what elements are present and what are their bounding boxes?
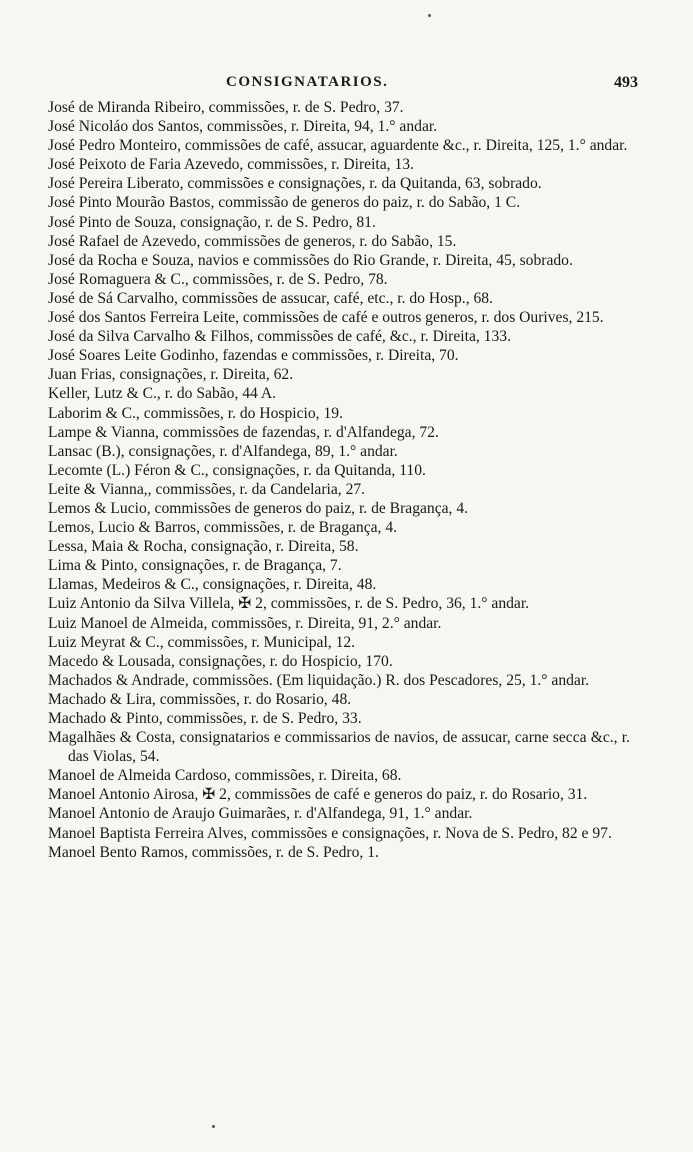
directory-entries [48,98,630,862]
directory-entry: José Peixoto de Faria Azevedo, commissões, r. Direita, 13. [48,156,414,174]
directory-entry: José dos Santos Ferreira Leite, commissões de café e outros generos, r. dos Ourives, 215. [48,309,604,327]
directory-entry: Manoel de Almeida Cardoso, commissões, r. Direita, 68. [48,767,402,785]
directory-entry: Lampe & Vianna, commissões de fazendas, r. d'Alfandega, 72. [48,423,439,441]
directory-entry: Lima & Pinto, consignações, r. de Bragança, 7. [48,557,342,575]
directory-entry: Lemos, Lucio & Barros, commissões, r. de Bragança, 4. [48,519,398,537]
directory-entry: Machado & Lira, commissões, r. do Rosario, 48. [48,690,352,708]
directory-entry: Lemos & Lucio, commissões de generos do paiz, r. de Bragança, 4. [48,499,469,517]
directory-entry: Machado & Pinto, commissões, r. de S. Pedro, 33. [48,710,362,727]
directory-entry: José de Sá Carvalho, commissões de assucar, café, etc., r. do Hosp., 68. [48,289,493,307]
directory-entry: Luiz Manoel de Almeida, commissões, r. Direita, 91, 2.° andar. [48,614,442,632]
directory-entry: José da Rocha e Souza, navios e commissões do Rio Grande, r. Direita, 45, sobrado. [48,251,573,269]
page-number: 493 [614,74,638,91]
directory-entry: Macedo & Lousada, consignações, r. do Hospicio, 170. [48,652,393,670]
directory-entry: Leite & Vianna,, commissões, r. da Candelaria, 27. [48,480,366,498]
directory-entry: Manoel Bento Ramos, commissões, r. de S. Pedro, 1. [48,843,379,861]
directory-entry: Lecomte (L.) Féron & C., consignações, r. da Quitanda, 110. [48,461,426,479]
print-speck [428,14,431,17]
directory-entry: Juan Frias, consignações, r. Direita, 62. [48,366,294,384]
directory-entry: Luiz Meyrat & C., commissões, r. Municipal, 12. [48,633,356,651]
directory-entry: José Soares Leite Godinho, fazendas e commissões, r. Direita, 70. [48,347,459,365]
directory-entry: Manoel Antonio Airosa, ✠ 2, commissões de café e generos do paiz, r. do Rosario, 31. [48,786,588,804]
directory-entry: Luiz Antonio da Silva Villela, ✠ 2, commissões, r. de S. Pedro, 36, 1.° andar. [48,595,530,613]
directory-entry: Magalhães & Costa, consignatarios e commissarios de navios, de assucar, carne secca &c., r. das Violas, 54. [48,729,630,766]
directory-entry: José da Silva Carvalho & Filhos, commissões de café, &c., r. Direita, 133. [48,328,511,346]
directory-entry: José Pedro Monteiro, commissões de café, assucar, aguardente &c., r. Direita, 125, 1.° andar. [48,137,628,155]
print-speck [212,1125,215,1128]
directory-entry: José Pinto Mourão Bastos, commissão de generos do paiz, r. do Sabão, 1 C. [48,194,521,212]
directory-entry: Manoel Baptista Ferreira Alves, commissões e consignações, r. Nova de S. Pedro, 82 e 97. [48,824,612,842]
directory-entry: José Rafael de Azevedo, commissões de generos, r. do Sabão, 15. [48,232,457,250]
directory-entry: José Pinto de Souza, consignação, r. de S. Pedro, 81. [48,213,376,231]
directory-entry: José Romaguera & C., commissões, r. de S. Pedro, 78. [48,270,388,288]
page-header [0,74,693,98]
directory-entry: José Pereira Liberato, commissões e consignações, r. da Quitanda, 63, sobrado. [48,175,542,193]
directory-entry: José de Miranda Ribeiro, commissões, r. de S. Pedro, 37. [48,99,404,116]
directory-entry: Keller, Lutz & C., r. do Sabão, 44 A. [48,385,277,403]
running-title: CONSIGNATARIOS. [226,74,389,90]
directory-entry: Lessa, Maia & Rocha, consignação, r. Direita, 58. [48,538,359,556]
directory-entry: Manoel Antonio de Araujo Guimarães, r. d'Alfandega, 91, 1.° andar. [48,805,473,823]
directory-entry: Machados & Andrade, commissões. (Em liquidação.) R. dos Pescadores, 25, 1.° andar. [48,671,590,689]
directory-entry: Lansac (B.), consignações, r. d'Alfandega, 89, 1.° andar. [48,442,398,460]
directory-entry: Laborim & C., commissões, r. do Hospicio, 19. [48,404,343,422]
directory-entry: Llamas, Medeiros & C., consignações, r. Direita, 48. [48,576,377,594]
directory-entry: José Nicoláo dos Santos, commissões, r. Direita, 94, 1.° andar. [48,118,438,136]
